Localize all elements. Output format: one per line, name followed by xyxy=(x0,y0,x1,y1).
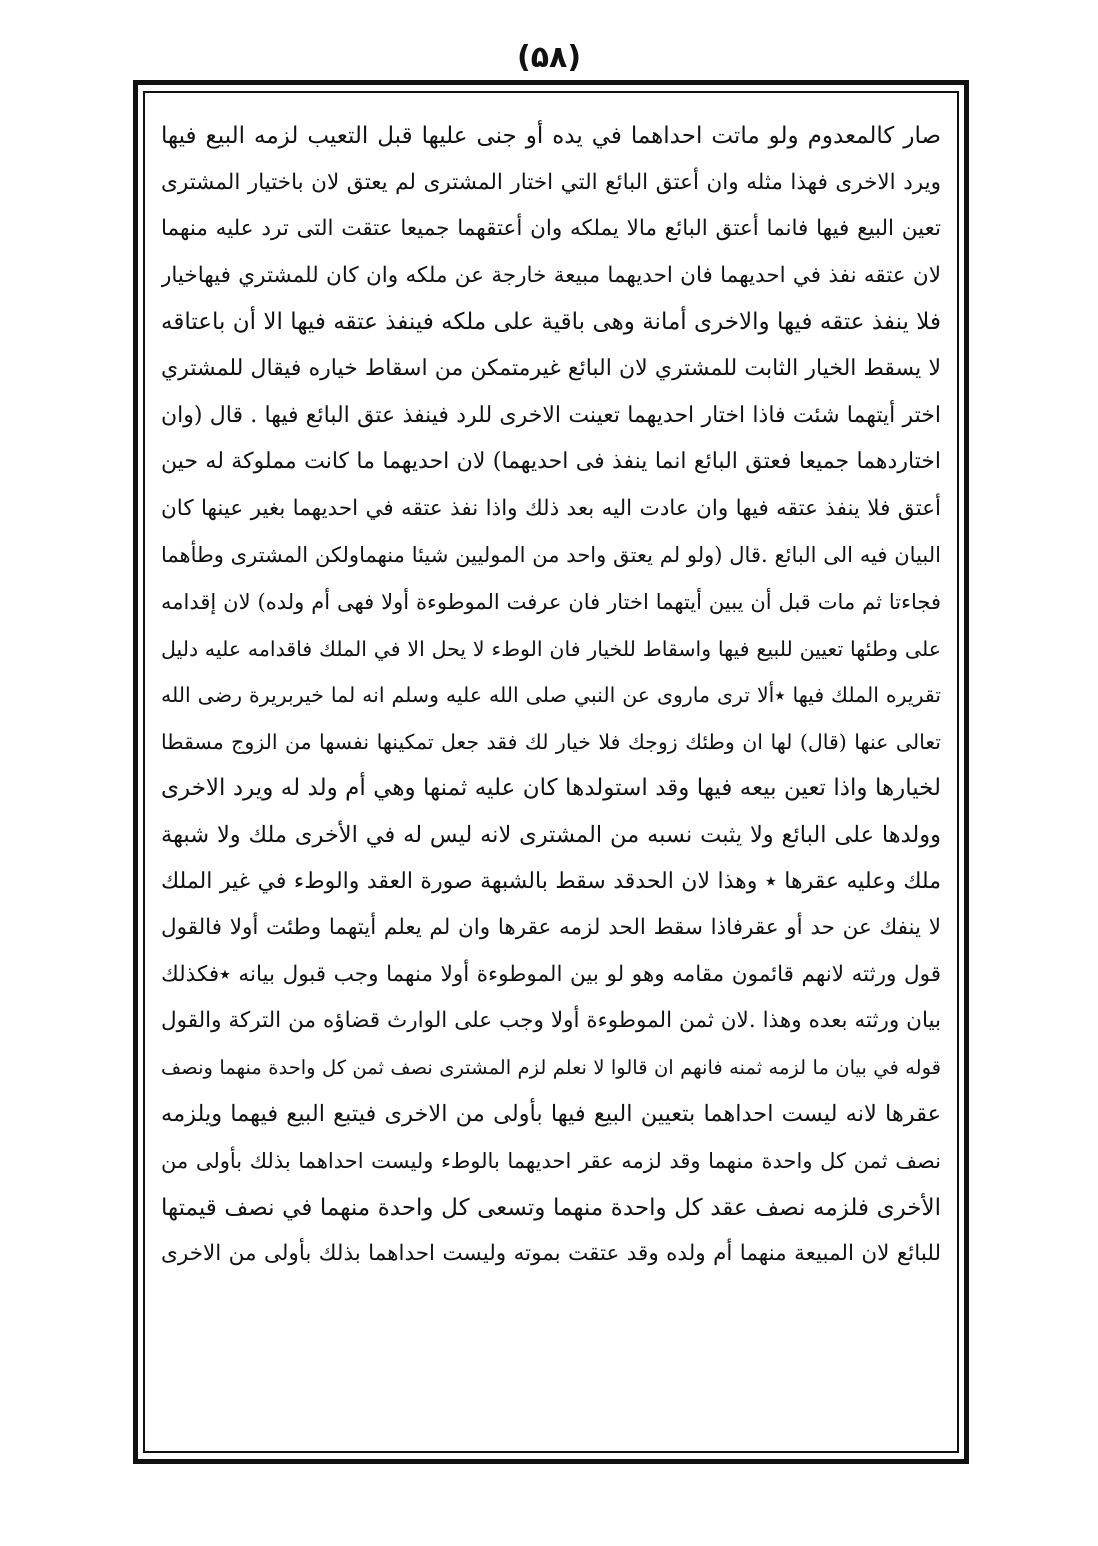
text-line-21: قوله في بيان ما لزمه ثمنه فانهم ان قالوا لا نعلم لزم المشترى نصف ثمن كل واحدة منهما ونصف xyxy=(161,1055,941,1079)
text-line-14: تعالى عنها (قال) لها ان وطئك زوجك فلا خيار لك فقد جعل تمكينها نفسها من الزوج مسقطا xyxy=(161,729,941,754)
text-line-18: لا ينفك عن حد أو عقرفاذا سقط الحد لزمه عقرها وان لم يعلم أيتهما وطئت أولا فالقول xyxy=(161,915,941,941)
text-line-24: الأخرى فلزمه نصف عقد كل واحدة منهما وتسعى كل واحدة منهما في نصف قيمتها xyxy=(161,1194,941,1221)
page-frame-inner xyxy=(143,91,959,1453)
text-line-17: ملك وعليه عقرها ٭ وهذا لان الحدقد سقط بالشبهة صورة العقد والوطء في غير الملك xyxy=(161,868,941,894)
page-frame xyxy=(133,80,969,1464)
text-line-9: أعتق فلا ينفذ عتقه فيها وان عادت اليه بعد ذلك واذا نفذ عتقه في احديهما بغير عينها كان xyxy=(161,495,941,521)
text-line-22: عقرها لانه ليست احداهما بتعيين البيع فيها بأولى من الاخرى فيتبع البيع فيهما ويلزمه xyxy=(161,1101,941,1128)
text-line-8: اختاردهما جميعا فعتق البائع انما ينفذ فى احديهما) لان احديهما ما كانت مملوكة له حين xyxy=(161,449,941,475)
text-line-4: لان عتقه نفذ في احديهما فان احديهما مبيعة خارجة عن ملكه وان كان للمشتري فيهاخيار xyxy=(161,262,941,288)
text-line-10: البيان فيه الى البائع .قال (ولو لم يعتق واحد من الموليين شيئا منهماولكن المشترى وطأهما xyxy=(161,543,941,568)
text-line-3: تعين البيع فيها فانما أعتق البائع مالا يملكه وان أعتقهما جميعا عتقت التى ترد عليه منهما xyxy=(161,216,941,242)
text-line-23: نصف ثمن كل واحدة منهما وقد لزمه عقر احديهما بالوطء وليست احداهما بذلك بأولى من xyxy=(161,1149,941,1174)
text-line-25: للبائع لان المبيعة منهما أم ولده وقد عتقت بموته وليست احداهما بذلك بأولى من الاخرى xyxy=(161,1241,941,1267)
text-line-12: على وطئها تعيين للبيع فيها واسقاط للخيار فان الوطء لا يحل الا في الملك فاقدامه عليه دليل xyxy=(161,636,941,661)
text-line-15: لخيارها واذا تعين بيعه فيها وقد استولدها كان عليه ثمنها وهي أم ولد له ويرد الاخرى xyxy=(161,775,941,802)
text-line-16: وولدها على البائع ولا يثبت نسبه من المشترى لانه ليس له في الأخرى ملك ولا شبهة xyxy=(161,821,941,848)
text-line-7: اختر أيتهما شئت فاذا اختار احديهما تعينت الاخرى للرد فينفذ عتق البائع فيها . قال (وان xyxy=(161,402,941,428)
text-line-11: فجاءتا ثم مات قبل أن يبين أيتهما اختار فان عرفت الموطوءة أولا فهى أم ولده) لان إقدامه xyxy=(161,589,941,614)
text-line-5: فلا ينفذ عتقه فيها والاخرى أمانة وهى باقية على ملكه فينفذ عتقه فيها الا أن باعتاقه xyxy=(161,309,941,336)
text-line-2: ويرد الاخرى فهذا مثله وان أعتق البائع التي اختار المشترى لم يعتق لان باختيار المشترى xyxy=(161,169,941,195)
page-number: (۵۸) xyxy=(516,40,582,75)
body-text xyxy=(161,113,941,1278)
text-line-20: بيان ورثته بعده وهذا .لان ثمن الموطوءة أولا وجب على الوارث قضاؤه من التركة والقول xyxy=(161,1008,941,1034)
text-line-19: قول ورثته لانهم قائمون مقامه وهو لو بين الموطوءة أولا منهما وجب قبول بيانه ٭فكذلك xyxy=(161,961,941,987)
text-line-6: لا يسقط الخيار الثابت للمشتري لان البائع غيرمتمكن من اسقاط خياره فيقال للمشتري xyxy=(161,355,941,381)
text-line-1: صار كالمعدوم ولو ماتت احداهما في يده أو جنى عليها قبل التعيب لزمه البيع فيها xyxy=(161,123,941,149)
text-line-13: تقريره الملك فيها ٭ألا ترى ماروى عن النبي صلى الله عليه وسلم انه لما خيربريرة رضى الله xyxy=(161,683,941,708)
